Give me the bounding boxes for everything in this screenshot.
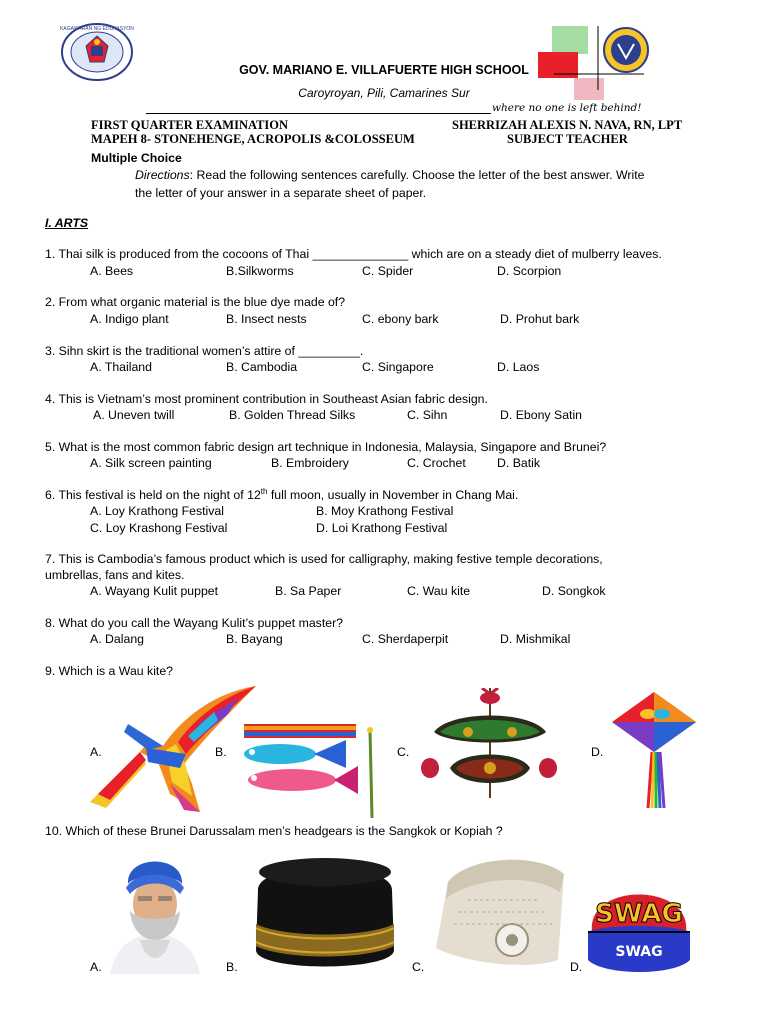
diamond-kite-image (608, 690, 700, 810)
question-7-line-2: umbrellas, fans and kites. (45, 568, 185, 582)
q10-option-a-label: A. (90, 960, 102, 974)
wau-kite-image (420, 688, 570, 800)
q2-option-d: D. Prohut bark (500, 312, 580, 326)
school-motto: where no one is left behind! (492, 102, 642, 114)
teacher-name: SHERRIZAH ALEXIS N. NAVA, RN, LPT (452, 118, 683, 132)
q1-option-d: D. Scorpion (497, 264, 562, 278)
q8-option-b: B. Bayang (226, 632, 283, 646)
q8-option-d: D. Mishmikal (500, 632, 571, 646)
q9-option-d-label: D. (591, 745, 604, 759)
cap-text-brim: SWAG (615, 944, 663, 960)
q6-option-b: B. Moy Krathong Festival (316, 504, 454, 518)
q10-option-b-label: B. (226, 960, 238, 974)
songkok-cap-image (244, 850, 406, 974)
directions-line-2: the letter of your answer in a separate sheet of paper. (135, 186, 427, 200)
school-address: Caroyroyan, Pili, Camarines Sur (298, 86, 470, 100)
exam-subject: MAPEH 8- STONEHENGE, ACROPOLIS &COLOSSEUM (91, 132, 415, 146)
q4-option-a: A. Uneven twill (93, 408, 175, 422)
q5-option-a: A. Silk screen painting (90, 456, 212, 470)
embroidered-kopiah-image (428, 852, 576, 972)
directions-line-1: Directions: Read the following sentences carefully. Choose the letter of the best answer. Write (135, 168, 645, 182)
q4-option-d: D. Ebony Satin (500, 408, 583, 422)
q3-option-a: A. Thailand (90, 360, 152, 374)
q3-option-b: B. Cambodia (226, 360, 298, 374)
question-7: 7. This is Cambodia’s famous product which is used for calligraphy, making festive temple decorations, (45, 552, 603, 566)
exam-title: FIRST QUARTER EXAMINATION (91, 118, 289, 132)
koinobori-fish-kite-image (240, 722, 380, 820)
test-type: Multiple Choice (91, 151, 182, 165)
q2-option-b: B. Insect nests (226, 312, 307, 326)
turban-man-image (106, 840, 204, 974)
q6-option-d: D. Loi Krathong Festival (316, 521, 448, 535)
q8-option-c: C. Sherdaperpit (362, 632, 449, 646)
section-heading: I. ARTS (45, 216, 89, 230)
bird-kite-image (88, 684, 258, 816)
school-name: GOV. MARIANO E. VILLAFUERTE HIGH SCHOOL (239, 63, 529, 77)
q10-option-c-label: C. (412, 960, 425, 974)
q7-option-c: C. Wau kite (407, 584, 471, 598)
q2-option-a: A. Indigo plant (90, 312, 169, 326)
q5-option-c: C. Crochet (407, 456, 466, 470)
question-1: 1. Thai silk is produced from the cocoons of Thai ______________ which are on a steady diet of mulberry leaves. (45, 247, 662, 261)
q6-option-c: C. Loy Krashong Festival (90, 521, 228, 535)
q1-option-a: A. Bees (90, 264, 134, 278)
swag-cap-image (584, 852, 694, 976)
q3-option-d: D. Laos (497, 360, 540, 374)
svg-text:KAGAWARAN NG EDUKASYON: KAGAWARAN NG EDUKASYON (60, 26, 134, 32)
q7-option-d: D. Songkok (542, 584, 606, 598)
q2-option-c: C. ebony bark (362, 312, 439, 326)
q5-option-d: D. Batik (497, 456, 541, 470)
q1-option-b: B.Silkworms (226, 264, 294, 278)
q8-option-a: A. Dalang (90, 632, 145, 646)
teacher-role: SUBJECT TEACHER (507, 132, 628, 146)
directions-label: Directions (135, 168, 190, 182)
question-6: 6. This festival is held on the night of 12th full moon, usually in November in Chang Mai. (45, 486, 519, 502)
q4-option-c: C. Sihn (407, 408, 448, 422)
q7-option-a: A. Wayang Kulit puppet (90, 584, 219, 598)
question-2: 2. From what organic material is the blue dye made of? (45, 295, 346, 309)
q4-option-b: B. Golden Thread Silks (229, 408, 356, 422)
question-9: 9. Which is a Wau kite? (45, 664, 174, 678)
q9-option-c-label: C. (397, 745, 410, 759)
q5-option-b: B. Embroidery (271, 456, 349, 470)
q1-option-c: C. Spider (362, 264, 414, 278)
q10-option-d-label: D. (570, 960, 583, 974)
q6-option-a: A. Loy Krathong Festival (90, 504, 224, 518)
cap-text-top: SWAG (595, 899, 683, 929)
q3-option-c: C. Singapore (362, 360, 434, 374)
header-rule (146, 113, 491, 114)
q9-option-b-label: B. (215, 745, 227, 759)
question-10: 10. Which of these Brunei Darussalam men’s headgears is the Sangkok or Kopiah ? (45, 824, 503, 838)
q7-option-b: B. Sa Paper (275, 584, 342, 598)
question-8: 8. What do you call the Wayang Kulit’s puppet master? (45, 616, 344, 630)
question-3: 3. Sihn skirt is the traditional women’s attire of _________. (45, 344, 364, 358)
question-5: 5. What is the most common fabric design art technique in Indonesia, Malaysia, Singapore and Brunei? (45, 440, 607, 454)
q9-option-a-label: A. (90, 745, 102, 759)
question-4: 4. This is Vietnam’s most prominent contribution in Southeast Asian fabric design. (45, 392, 488, 406)
